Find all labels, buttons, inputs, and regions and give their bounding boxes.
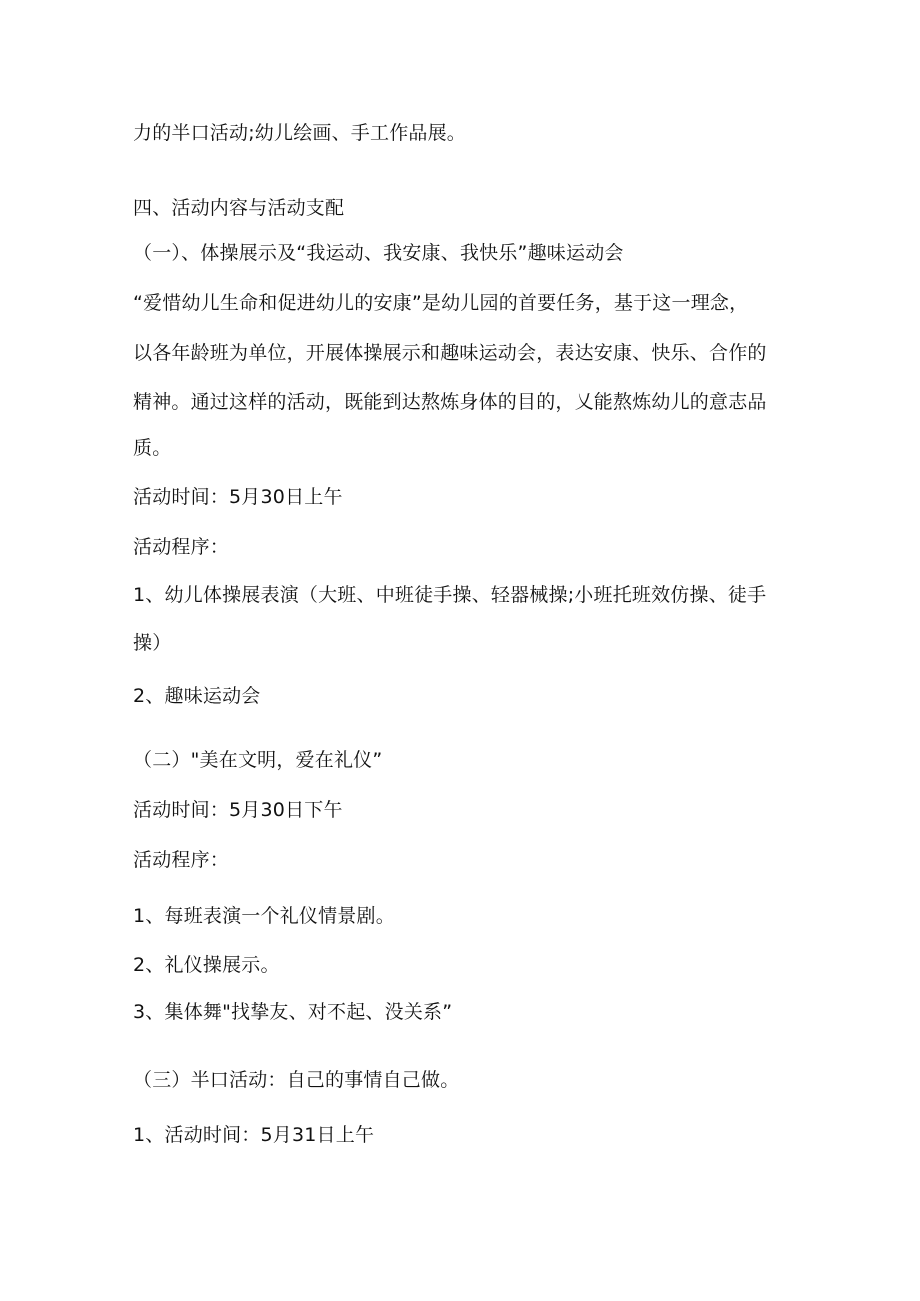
activity-time-1: 活动时间：5月30日上午 — [133, 486, 343, 508]
activity-program-label-2: 活动程序： — [133, 849, 230, 871]
text-line-continuation: 力的半口活动;幼儿绘画、手工作品展。 — [133, 122, 467, 144]
activity-program-label-1: 活动程序： — [133, 536, 230, 558]
program-item-2-2: 2、礼仪操展示。 — [133, 954, 280, 976]
program-item-1-line-1: 1、幼儿体操展表演（大班、中班徒手操、轻器械操;小班托班效仿操、徒手 — [133, 584, 767, 606]
activity-time-2: 活动时间：5月30日下午 — [133, 799, 343, 821]
program-item-2-3: 3、集体舞"找挚友、对不起、没关系” — [133, 1001, 453, 1023]
subsection-heading-3: （三）半口活动：自己的事情自己做。 — [133, 1069, 460, 1091]
paragraph-line-2: 以各年龄班为单位，开展体操展示和趣味运动会，表达安康、快乐、合作的 — [133, 342, 767, 364]
subsection-heading-1: （一）、体操展示及“我运动、我安康、我快乐”趣味运动会 — [133, 242, 624, 264]
subsection-heading-2: （二）"美在文明，爱在礼仪” — [133, 749, 383, 771]
activity-time-3: 1、活动时间：5月31日上午 — [133, 1124, 375, 1146]
paragraph-line-1: “爱惜幼儿生命和促进幼儿的安康”是幼儿园的首要任务，基于这一理念， — [133, 292, 749, 314]
paragraph-line-4: 质。 — [133, 437, 172, 459]
program-item-2: 2、趣味运动会 — [133, 685, 261, 707]
program-item-1-line-2: 操） — [133, 632, 172, 654]
section-heading-4: 四、活动内容与活动支配 — [133, 197, 345, 219]
paragraph-line-3: 精神。通过这样的活动，既能到达熬炼身体的目的，乂能熬炼幼儿的意志品 — [133, 391, 767, 413]
program-item-2-1: 1、每班表演一个礼仪情景剧。 — [133, 905, 395, 927]
